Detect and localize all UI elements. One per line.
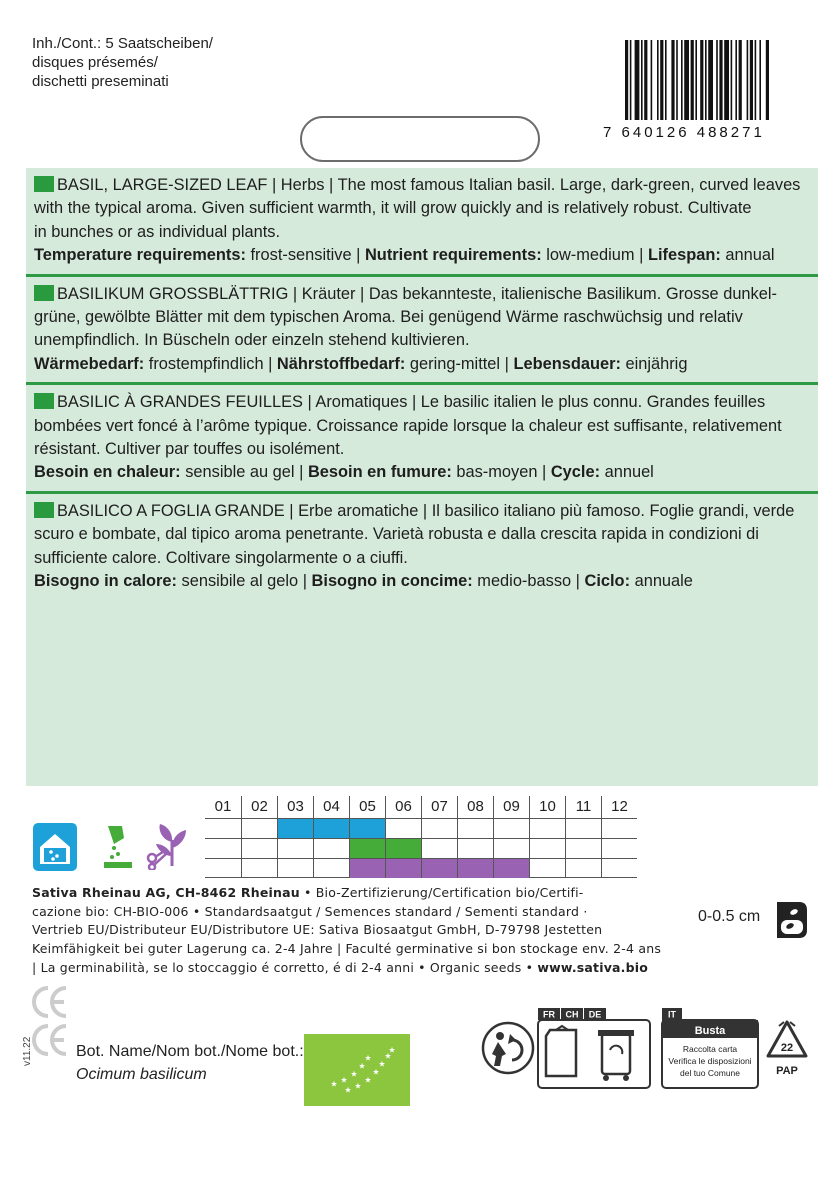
country-fr-label: FR <box>543 1009 555 1020</box>
website-link: www.sativa.bio <box>537 959 649 975</box>
planting-out-icon <box>100 824 136 870</box>
calendar-cell <box>241 819 277 838</box>
calendar-cell <box>565 819 601 838</box>
calendar-cell <box>277 859 313 878</box>
country-it-label: IT <box>668 1009 676 1020</box>
calendar-cell <box>277 819 313 838</box>
requirements-line: Wärmebedarf: frostempfindlich | Nährstoffbedarf: gering-mittel | Lebensdauer: einjährig <box>34 354 688 373</box>
barcode-bar <box>671 40 674 120</box>
section-text: with the typical aroma. Given sufficient warmth, it will grow quickly and is relatively robust. Cultivate <box>34 199 752 218</box>
month-label: 04 <box>313 796 349 818</box>
calendar-cell <box>457 839 493 858</box>
botanical-name <box>76 1040 304 1086</box>
calendar-cell <box>349 859 385 878</box>
latin-name: Ocimum basilicum <box>76 1066 207 1083</box>
section-text: BASILICO A FOGLIA GRANDE | Erbe aromatiche | Il basilico italiano più famoso. Foglie grandi, verde <box>57 501 795 520</box>
pap-recycling-icon <box>762 1018 812 1082</box>
barcode-bar <box>665 40 667 120</box>
sowing-indoor-icon <box>32 822 78 872</box>
sowing-depth <box>698 908 760 926</box>
calendar-cell <box>385 819 421 838</box>
month-label: 06 <box>385 796 421 818</box>
calendar-cell <box>601 819 637 838</box>
section-text: scuro e bombate, dal tipico aroma penetrante. Varietà robusta e dalla crescita rapida in condizioni di <box>34 525 759 544</box>
barcode-bar <box>684 40 689 120</box>
calendar-cell <box>313 819 349 838</box>
company-name: Sativa Rheinau AG, CH-8462 Rheinau <box>32 885 300 900</box>
contents-info <box>32 34 213 91</box>
barcode-bar <box>700 40 703 120</box>
calendar-cell <box>205 819 241 838</box>
section-text: BASILIC À GRANDES FEUILLES | Aromatiques | Le basilic italien le plus connu. Grandes feuilles <box>57 393 766 412</box>
busta-recycling-label-icon <box>660 1006 760 1092</box>
calendar-cell <box>241 839 277 858</box>
sowing-depth-label: 0-0.5 cm <box>698 908 761 925</box>
calendar-row-sowing-indoor <box>205 818 637 838</box>
requirements-line: Bisogno in calore: sensibile al gelo | Bisogno in concime: medio-basso | Ciclo: annuale <box>34 572 693 591</box>
calendar-cell <box>313 839 349 858</box>
calendar-cell <box>421 819 457 838</box>
calendar-cell <box>313 859 349 878</box>
month-label: 05 <box>349 796 385 818</box>
calendar-months <box>205 796 637 818</box>
busta-line: Verifica le disposizioni <box>668 1056 752 1066</box>
barcode-bar <box>750 40 753 120</box>
eu-organic-logo-icon <box>304 1034 410 1106</box>
botanical-label: Bot. Name/Nom bot./Nome bot.: <box>76 1043 304 1060</box>
calendar-cell <box>385 859 421 878</box>
pap-label: PAP <box>776 1065 798 1077</box>
section-marker <box>34 285 54 301</box>
month-label: 01 <box>214 798 232 815</box>
barcode-bar <box>747 40 749 120</box>
section-marker <box>34 393 54 409</box>
section-english <box>26 168 818 274</box>
month-label: 08 <box>457 796 493 818</box>
barcode-bar <box>708 40 713 120</box>
version-label: v11.22 <box>22 1036 33 1066</box>
calendar-cell <box>421 859 457 878</box>
barcode-number: 7 640126 488271 <box>603 124 765 141</box>
requirements-line: Temperature requirements: frost-sensitive | Nutrient requirements: low-medium | Lifespan: annual <box>34 246 775 265</box>
month-label: 12 <box>601 796 637 818</box>
calendar-cell <box>421 839 457 858</box>
section-text: grüne, gewölbte Blätter mit dem typischen Aroma. Bei genügend Wärme raschwüchsig und relativ <box>34 308 743 327</box>
barcode-bar <box>755 40 757 120</box>
month-label: 02 <box>241 796 277 818</box>
month-label: 11 <box>565 796 601 818</box>
month-label: 03 <box>277 796 313 818</box>
barcode-bar <box>739 40 742 120</box>
company-info: Sativa Rheinau AG, CH-8462 Rheinau • Bio-Zertifizierung/Certification bio/Certifi- cazione bio: CH-BIO-006 • Standardsaatgut / Semences standard / Sementi standard · Vertrieb EU/Distributeur EU/Distributore UE: Sativa Biosaatgut GmbH, D-79798 Jestetten Keimfähigkeit bei guter Lagerung ca. 2-4 Jahre | Faculté germinative si bon stockage env. 2-4 ans | La germinabilità, se lo stoccaggio é corretto, é di 2-4 anni • Organic seeds • www.sativa.bio <box>32 885 662 975</box>
section-text: résistant. Cultiver par touffes ou isolément. <box>34 440 345 459</box>
calendar-grid <box>205 818 637 878</box>
barcode-bar <box>705 40 707 120</box>
calendar-cell <box>205 839 241 858</box>
calendar-cell <box>241 859 277 878</box>
calendar-cell <box>565 859 601 878</box>
barcode-bar <box>735 40 737 120</box>
section-marker <box>34 176 54 192</box>
section-text: unempfindlich. In Büscheln oder einzeln stehend kultivieren. <box>34 331 470 350</box>
requirements-line: Besoin en chaleur: sensible au gel | Besoin en fumure: bas-moyen | Cycle: annuel <box>34 463 654 482</box>
calendar-cell <box>205 859 241 878</box>
section-text: BASILIKUM GROSSBLÄTTRIG | Kräuter | Das bekannteste, italienische Basilikum. Grosse dunkel- <box>57 284 777 303</box>
calendar-row-planting-out <box>205 838 637 858</box>
barcode-bar <box>676 40 678 120</box>
barcode-bar <box>651 40 653 120</box>
busta-line: Raccolta carta <box>682 1044 738 1054</box>
calendar-cell <box>529 859 565 878</box>
harvest-icon <box>144 820 192 870</box>
calendar-cell <box>601 859 637 878</box>
description-panel <box>26 168 818 786</box>
calendar-cell <box>529 819 565 838</box>
ce-mark-icon <box>30 1022 70 1058</box>
calendar-cell <box>601 839 637 858</box>
section-text: bombées vert foncé à l’arôme typique. Croissance rapide lorsque la chaleur est suffisante, relativement <box>34 416 782 435</box>
barcode-bar <box>766 40 769 120</box>
section-text: in bunches or as individual plants. <box>34 222 281 241</box>
sowing-calendar <box>205 796 637 878</box>
busta-line: del tuo Comune <box>679 1068 741 1078</box>
calendar-cell <box>385 839 421 858</box>
sowing-depth-icon <box>775 900 809 940</box>
contents-line: disques présemés/ <box>32 54 158 71</box>
barcode-bar <box>625 40 628 120</box>
calendar-cell <box>349 819 385 838</box>
barcode-bar <box>731 40 733 120</box>
ce-mark-icon <box>30 984 70 1020</box>
pap-number: 22 <box>780 1042 794 1054</box>
barcode-bar <box>716 40 718 120</box>
country-de-label: DE <box>588 1009 602 1020</box>
calendar-row-harvest <box>205 858 637 878</box>
contents-line: dischetti preseminati <box>32 73 169 90</box>
month-label: 09 <box>493 796 529 818</box>
barcode-bar <box>644 40 647 120</box>
barcode-bar <box>641 40 643 120</box>
barcode-bar <box>724 40 729 120</box>
calendar-cell <box>277 839 313 858</box>
calendar-cell <box>529 839 565 858</box>
section-marker <box>34 502 54 518</box>
contents-line: Inh./Cont.: 5 Saatscheiben/ <box>32 35 213 52</box>
calendar-cell <box>493 819 529 838</box>
calendar-cell <box>457 819 493 838</box>
barcode-bar <box>759 40 761 120</box>
country-recycling-info-icon <box>536 1006 652 1092</box>
calendar-cell <box>349 839 385 858</box>
section-german <box>26 274 818 383</box>
barcode-bar <box>660 40 663 120</box>
triman-recycling-icon <box>478 1020 538 1076</box>
section-text: sufficiente calore. Coltivare singolarmente o a ciuffi. <box>34 548 408 567</box>
barcode-bar <box>630 40 632 120</box>
barcode-bar <box>657 40 659 120</box>
country-ch-label: CH <box>565 1009 579 1020</box>
hanger-slot <box>300 116 540 162</box>
section-french <box>26 382 818 491</box>
month-label: 07 <box>421 796 457 818</box>
calendar-cell <box>457 859 493 878</box>
calendar-cell <box>493 839 529 858</box>
calendar-cell <box>493 859 529 878</box>
barcode-bar <box>719 40 722 120</box>
calendar-cell <box>565 839 601 858</box>
barcode-bar <box>681 40 683 120</box>
month-label: 10 <box>529 796 565 818</box>
section-italian <box>26 491 818 600</box>
barcode-bar <box>691 40 694 120</box>
barcode-bar <box>635 40 640 120</box>
section-text: BASIL, LARGE-SIZED LEAF | Herbs | The most famous Italian basil. Large, dark-green, curved leaves <box>57 176 801 194</box>
barcode-bar <box>695 40 697 120</box>
busta-title: Busta <box>694 1025 726 1037</box>
